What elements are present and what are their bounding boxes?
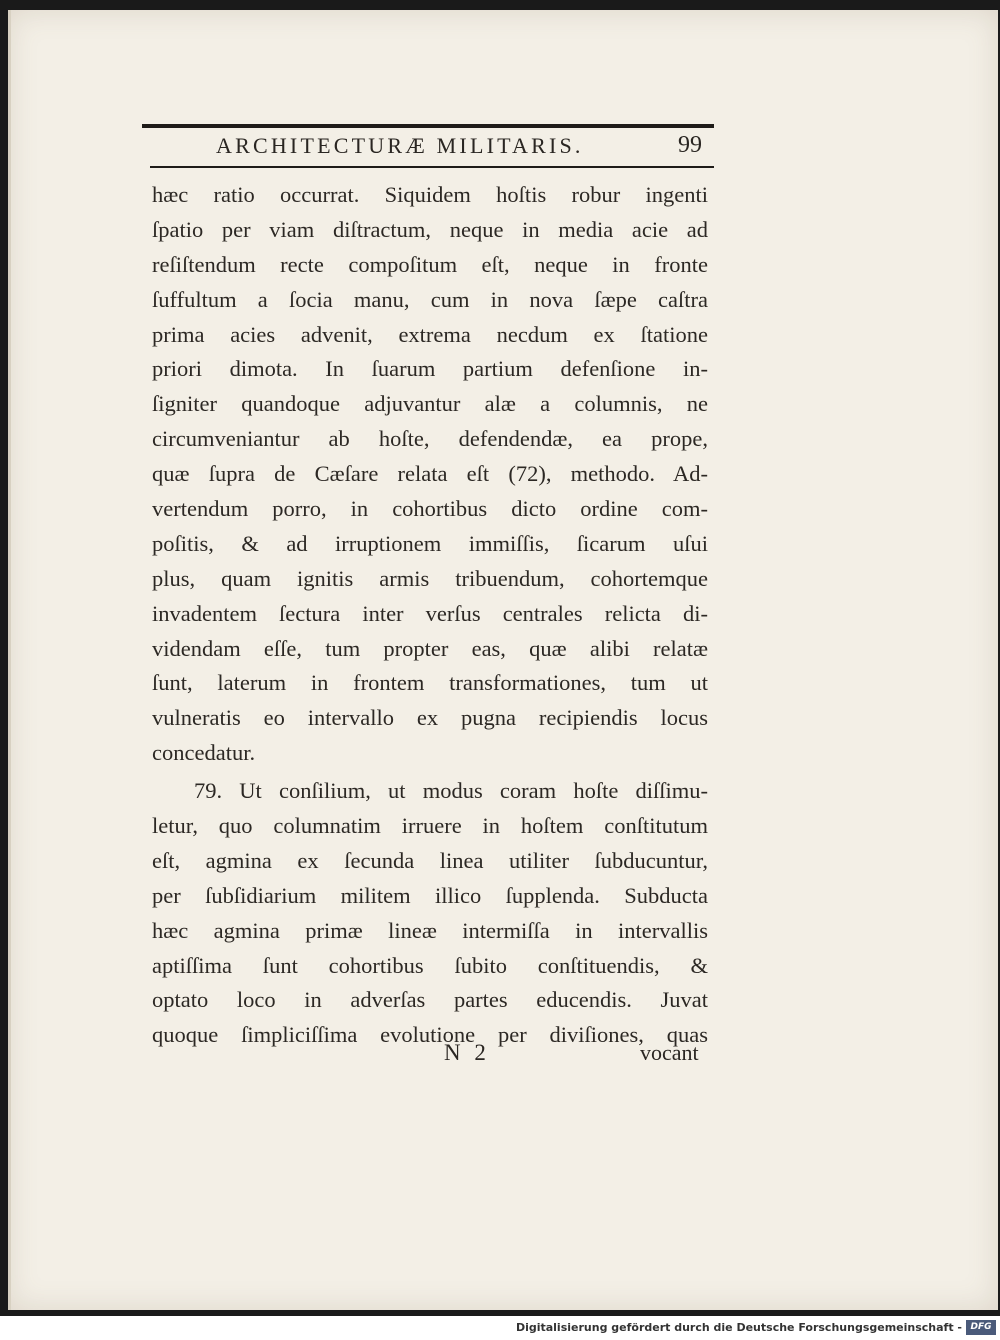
text-line: hæc agmina primæ lineæ intermiſſa in intervallis bbox=[152, 917, 708, 943]
text-line: priori dimota. In ſuarum partium defenſione in- bbox=[152, 356, 708, 382]
text-line: quæ ſupra de Cæſare relata eſt (72), methodo. Ad- bbox=[152, 461, 708, 487]
text-line: aptiſſima ſunt cohortibus ſubito conſtituendis, & bbox=[152, 952, 708, 978]
text-line: quoque ſimpliciſſima evolutione per diviſiones, quas bbox=[152, 1022, 708, 1048]
page-number: 99 bbox=[678, 132, 702, 158]
text-line: eſt, agmina ex ſecunda linea utiliter ſubducuntur, bbox=[152, 847, 708, 873]
running-head-rule-top bbox=[142, 124, 714, 128]
text-line: reſiſtendum recte compoſitum eſt, neque in fronte bbox=[152, 251, 708, 277]
text-line: vertendum porro, in cohortibus dicto ordine com- bbox=[152, 496, 708, 522]
signature-mark: N 2 bbox=[444, 1040, 490, 1065]
text-line: circumveniantur ab hoſte, defendendæ, ea prope, bbox=[152, 426, 708, 452]
text-line: 79. Ut conſilium, ut modus coram hoſte diſſimu- bbox=[194, 778, 708, 804]
text-line: hæc ratio occurrat. Siquidem hoſtis robur ingenti bbox=[152, 182, 708, 207]
text-line: prima acies advenit, extrema necdum ex ſtatione bbox=[152, 321, 708, 347]
text-line: ſuffultum a ſocia manu, cum in nova ſæpe caſtra bbox=[152, 286, 708, 312]
text-line: concedatur. bbox=[152, 740, 256, 766]
text-line: videndam eſſe, tum propter eas, quæ alibi relatæ bbox=[152, 635, 708, 661]
text-line: optato loco in adverſas partes educendis. Juvat bbox=[152, 987, 708, 1013]
text-line: vulneratis eo intervallo ex pugna recipiendis locus bbox=[152, 705, 708, 731]
text-line: ſunt, laterum in frontem transformationes, tum ut bbox=[152, 670, 708, 696]
running-head bbox=[142, 124, 714, 170]
body-text bbox=[152, 178, 708, 1053]
text-line: invadentem ſectura inter verſus centrales relicta di- bbox=[152, 600, 708, 626]
running-head-title: ARCHITECTURÆ MILITARIS. bbox=[216, 133, 584, 158]
text-line: per ſubſidiarium militem illico ſupplenda. Subducta bbox=[152, 882, 708, 908]
dfg-logo: DFG bbox=[966, 1320, 996, 1335]
running-head-rule-bottom bbox=[150, 166, 714, 168]
catchword: vocant bbox=[640, 1040, 699, 1065]
page-edge bbox=[8, 10, 11, 1310]
text-line: letur, quo columnatim irruere in hoſtem conſtitutum bbox=[152, 813, 708, 839]
digitization-bar bbox=[0, 1316, 1000, 1340]
text-line: ſigniter quandoque adjuvantur alæ a columnis, ne bbox=[152, 391, 708, 417]
text-line: plus, quam ignitis armis tribuendum, cohortemque bbox=[152, 565, 708, 591]
digitization-notice: Digitalisierung gefördert durch die Deutsche Forschungsgemeinschaft - bbox=[515, 1321, 962, 1334]
text-line: poſitis, & ad irruptionem immiſſis, ſicarum uſui bbox=[152, 530, 708, 556]
text-line: ſpatio per viam diſtractum, neque in media acie ad bbox=[152, 216, 708, 242]
